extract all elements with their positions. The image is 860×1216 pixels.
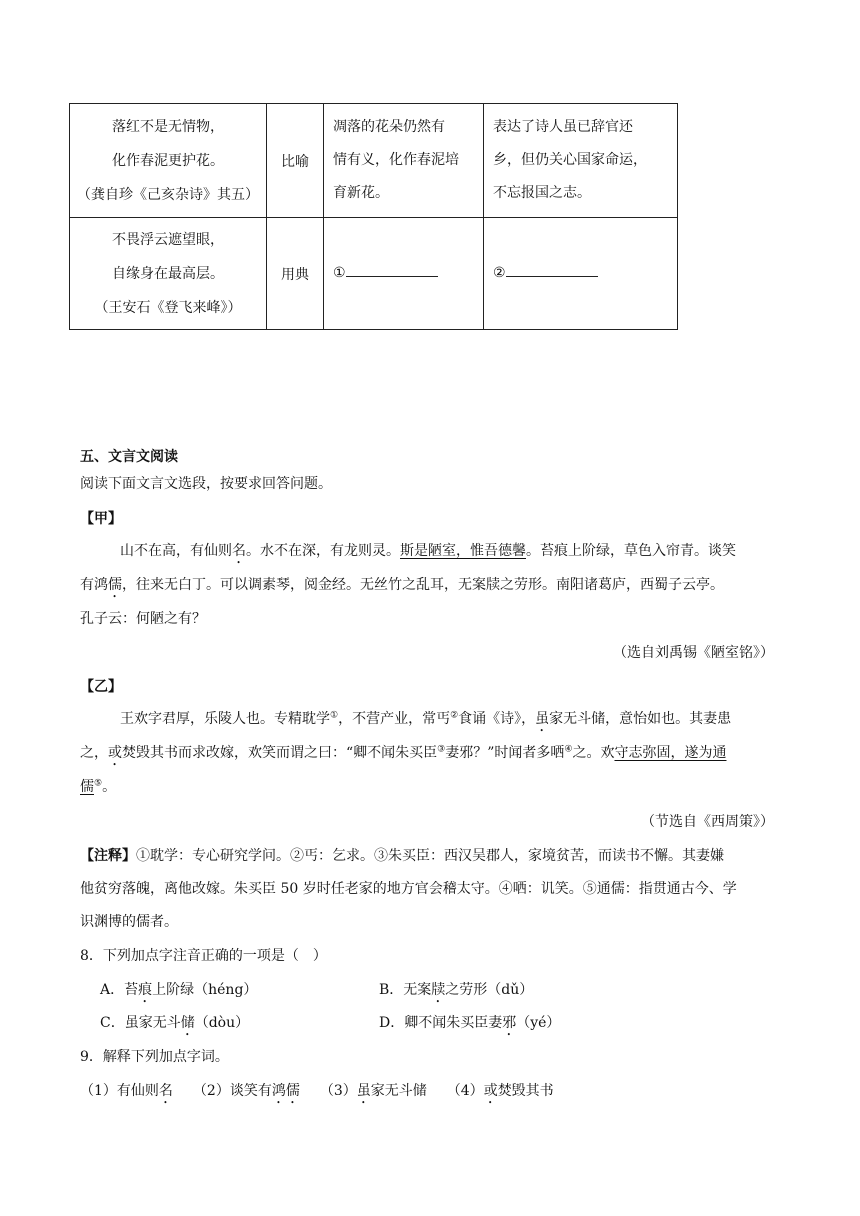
answer-blank-1[interactable] <box>346 262 438 277</box>
q8-option-c[interactable]: C．虽家无斗储（dòu） <box>100 1015 250 1031</box>
technique-cell: 比喻 <box>267 104 324 218</box>
passage-yi-line-2: 之，或焚毁其书而求改嫁，欢笑而谓之曰：“卿不闻朱买臣③妻邪？”时闻者多哂④之。欢守志弥固，遂为通 <box>80 744 727 761</box>
q9-items <box>80 1081 554 1107</box>
notes-line-3: 识渊博的儒者。 <box>80 914 178 930</box>
poem-line: 自缘身在最高层。 <box>112 265 224 282</box>
meaning-cell: 表达了诗人虽已辞官还 乡，但仍关心国家命运， 不忘报国之志。 <box>484 104 678 218</box>
poem-cell <box>70 104 267 218</box>
section-title: 五、文言文阅读 <box>80 449 178 465</box>
answer-blank-1-cell <box>324 218 484 330</box>
blank-number: ① <box>333 265 346 281</box>
passage-yi-label: 【乙】 <box>80 679 122 695</box>
poem-line: 落红不是无情物， <box>112 118 224 135</box>
passage-jia-line-1: 山不在高，有仙则名。水不在深，有龙则灵。斯是陋室，惟吾德馨。苔痕上阶绿，草色入帘青。谈笑 <box>120 543 736 559</box>
question-9-stem: 9．解释下列加点字词。 <box>80 1049 229 1065</box>
poem-source: （王安石《登飞来峰》） <box>94 299 242 316</box>
q9-item-2: （2）谈笑有鸿儒 <box>192 1083 300 1099</box>
passage-yi-line-1: 王欢字君厚，乐陵人也。专精耽学①，不营产业，常丐②食诵《诗》，虽家无斗储，意怡如也。其妻患 <box>120 710 732 727</box>
passage-yi-source: （节选自《西周策》） <box>641 814 774 830</box>
section-instruction: 阅读下面文言文选段，按要求回答问题。 <box>80 476 332 492</box>
poem-line: 化作春泥更护花。 <box>112 152 224 169</box>
table-row <box>70 218 678 330</box>
poem-analysis-table <box>69 103 678 330</box>
poem-source: （龚自珍《己亥杂诗》其五） <box>77 186 259 203</box>
answer-blank-2-cell <box>484 218 678 330</box>
q8-option-b[interactable]: B．无案牍之劳形（dǔ） <box>379 982 534 998</box>
q8-option-a[interactable]: A．苔痕上阶绿（héng） <box>100 982 258 998</box>
question-8-stem: 8．下列加点字注音正确的一项是（ ） <box>80 948 327 964</box>
q9-item-3: （3）虽家无斗储 <box>319 1083 427 1099</box>
underlined-sentence: 斯是陋室，惟吾德馨 <box>400 543 526 559</box>
q8-option-d[interactable]: D．卿不闻朱买臣妻邪（yé） <box>379 1015 561 1031</box>
q9-item-4: （4）或焚毁其书 <box>446 1083 554 1099</box>
technique-cell: 用典 <box>267 218 324 330</box>
blank-number: ② <box>493 265 506 281</box>
notes-line-2: 他贫穷落魄，离他改嫁。朱买臣 50 岁时任老家的地方官会稽太守。④哂：讥笑。⑤通儒：指贯通古今、学 <box>80 881 737 897</box>
passage-yi-line-3: 儒⑤。 <box>80 778 117 795</box>
q9-item-1: （1）有仙则名 <box>80 1083 173 1099</box>
passage-jia-line-3: 孔子云：何陋之有？ <box>80 611 206 627</box>
analysis-cell: 凋落的花朵仍然有 情有义，化作春泥培 育新花。 <box>324 104 484 218</box>
passage-jia-label: 【甲】 <box>80 511 122 527</box>
passage-jia-line-2: 有鸿儒，往来无白丁。可以调素琴，阅金经。无丝竹之乱耳，无案牍之劳形。南阳诸葛庐，西蜀子云亭。 <box>80 577 724 593</box>
answer-blank-2[interactable] <box>506 262 598 277</box>
notes-line-1: 【注释】①耽学：专心研究学问。②丐：乞求。③朱买臣：西汉吴郡人，家境贫苦，而读书不懈。其妻嫌 <box>80 848 724 864</box>
underlined-sentence: 守志弥固，遂为通 <box>614 745 727 761</box>
poem-line: 不畏浮云遮望眼， <box>112 231 224 248</box>
passage-jia-source: （选自刘禹锡《陋室铭》） <box>613 645 774 661</box>
table-row <box>70 104 678 218</box>
poem-cell <box>70 218 267 330</box>
